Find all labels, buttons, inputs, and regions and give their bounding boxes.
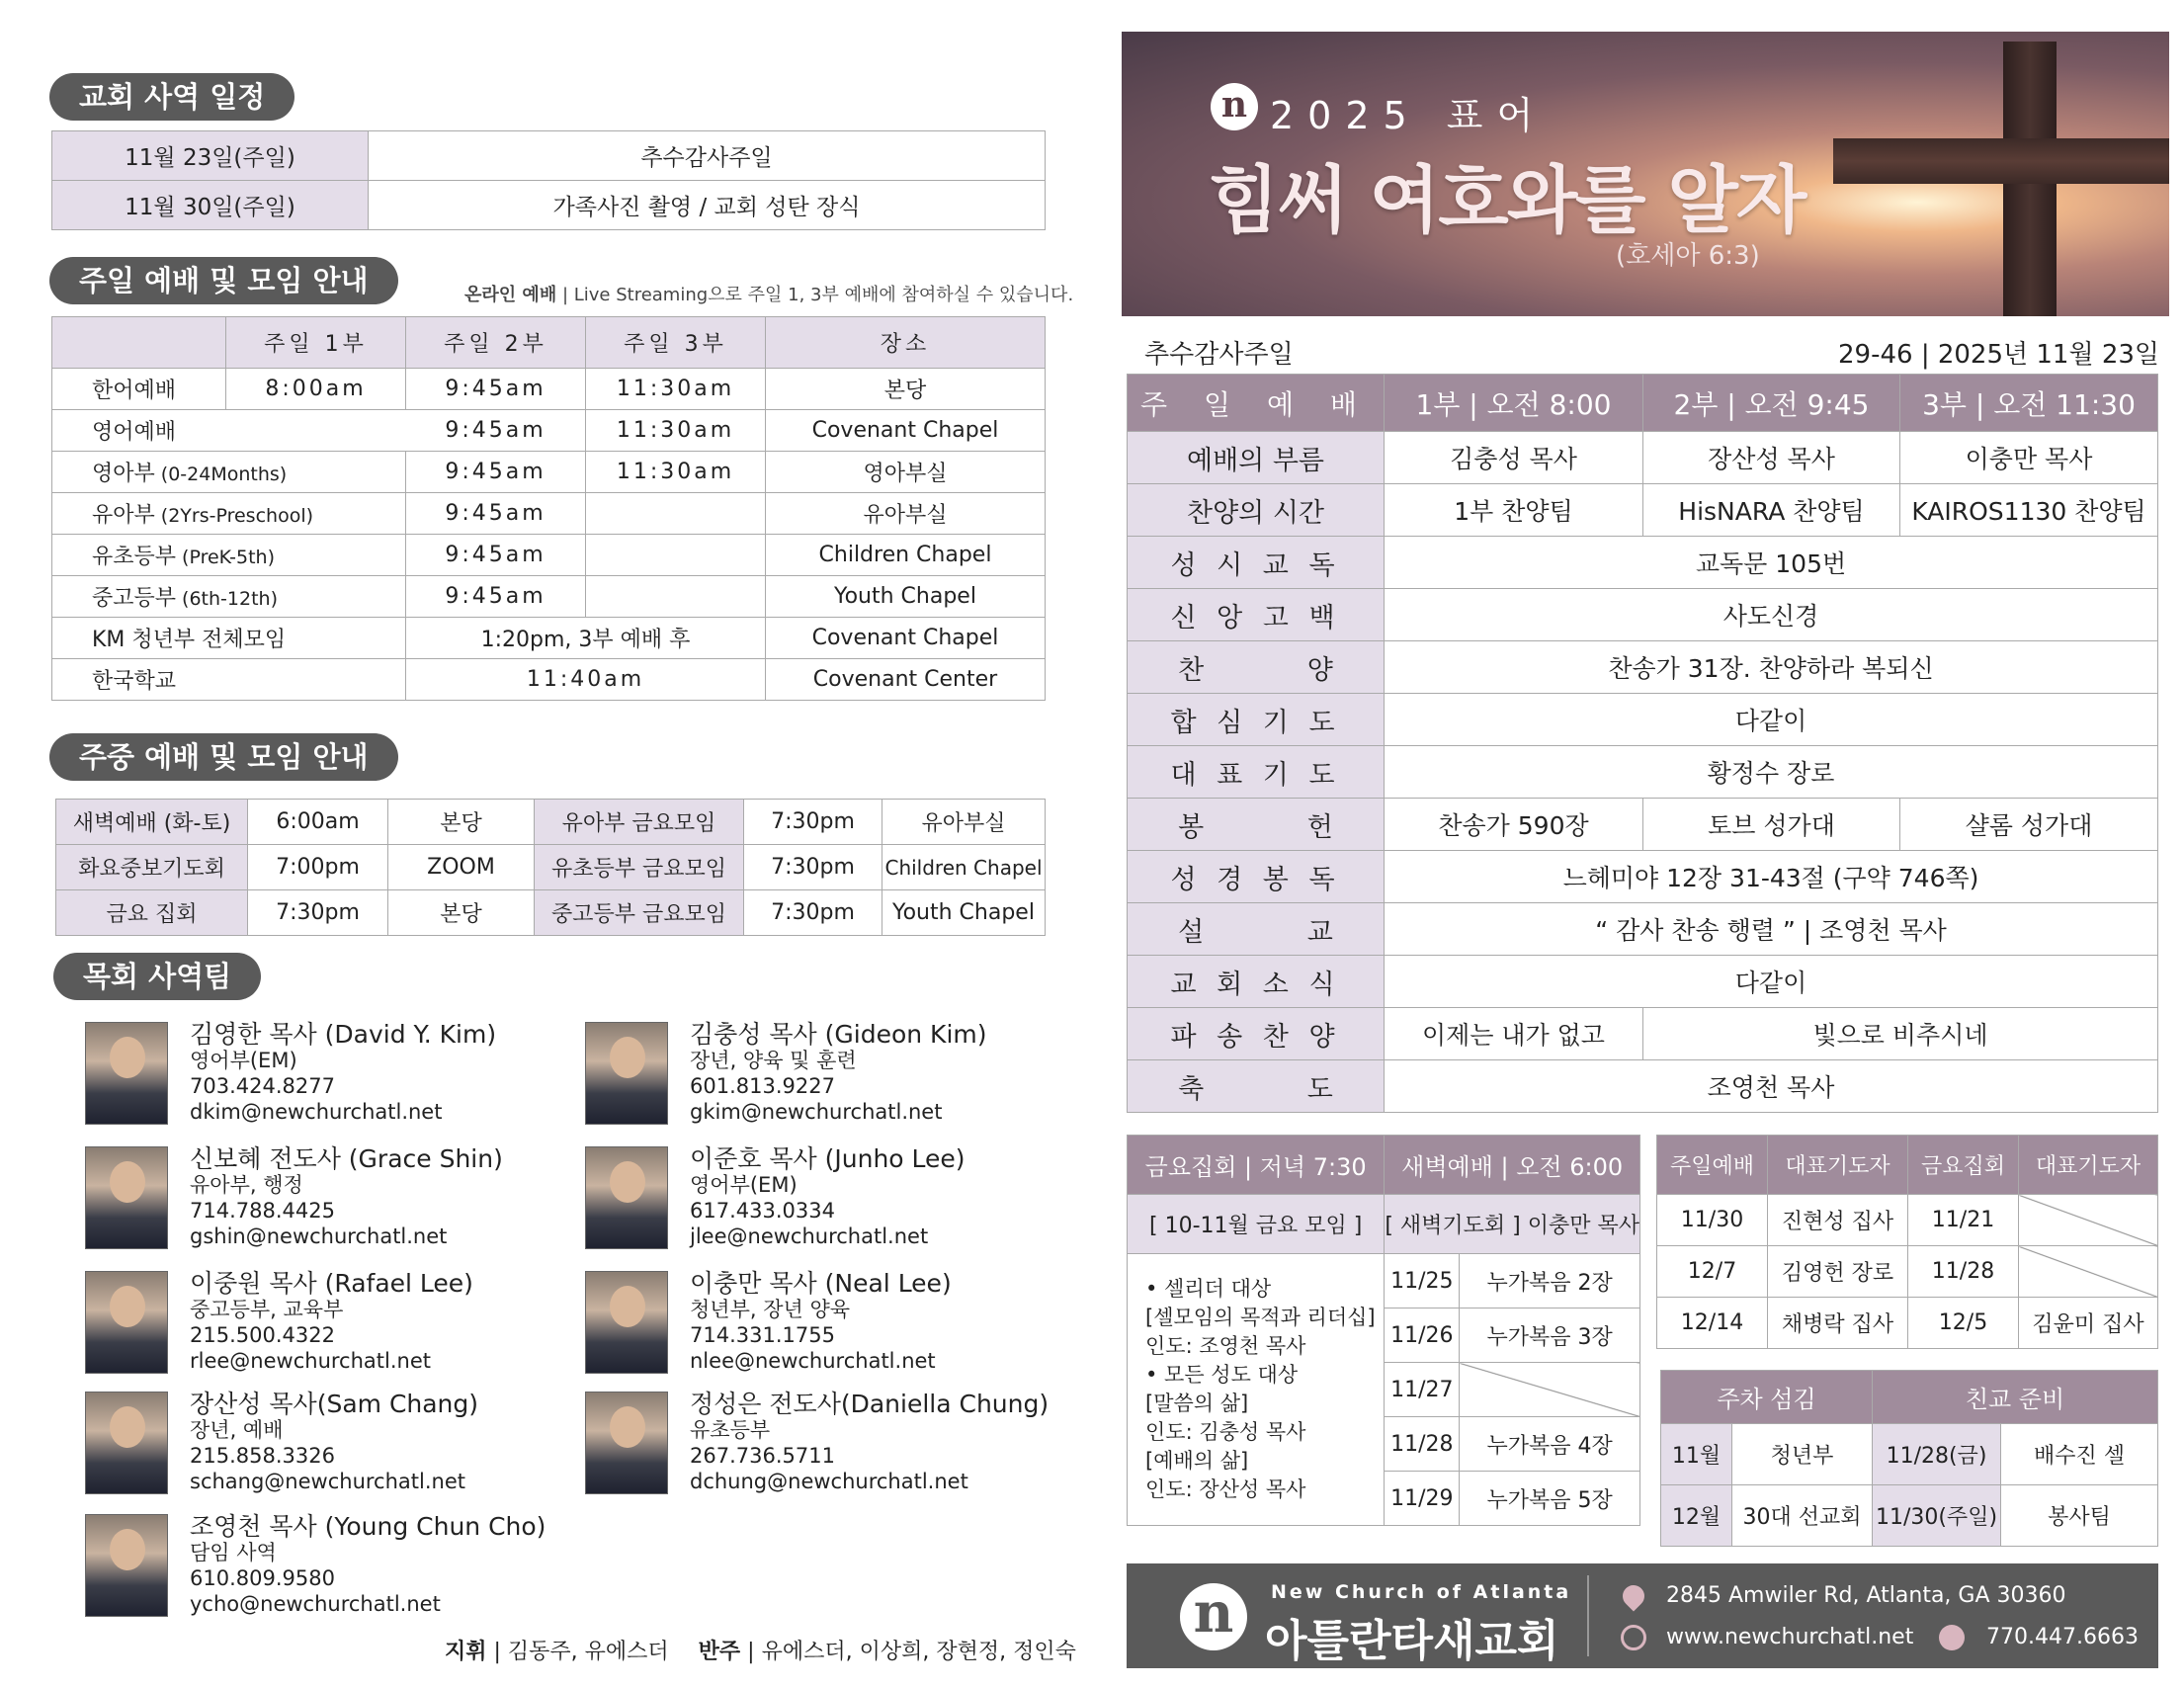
logo-icon: n [1211, 83, 1258, 130]
staff-photo [85, 1022, 168, 1125]
footer-divider [1587, 1575, 1589, 1656]
service-date: 29-46 | 2025년 11월 23일 [1838, 340, 2160, 370]
staff-photo [85, 1392, 168, 1494]
staff-photo [85, 1271, 168, 1374]
church-phone: 770.447.6663 [1986, 1625, 2139, 1649]
order-table: 주 일 예 배 1부 | 오전 8:00 2부 | 오전 9:45 3부 | 오전 11:30 예배의 부름 김충성 목사 장산성 목사 이충만 목사 찬양의 시간 1부 찬양팀 HisNARA 찬양팀 KAIROS1130 찬양팀 성 시 교 독 교독문 105번 신 앙 고 백 사도신경 찬 양 찬송가 31장. 찬양하라 복되신 합 심 기 도 다같이 대 표 기 도 황정수 장로 봉 헌 찬송가 590장 토브 성가대 샬롬 성가대 성 경 봉 독 느헤미야 12장 31-43절 (구약 746쪽) 설 교 “ 감사 찬송 행렬 ” | 조영천 목사 교 회 소 식 다같이 파 송 찬 양 이제는 내가 없고 빛으로 비추시네 축 도 조영천 목사 [1127, 374, 2158, 1113]
weekday-table: 새벽예배 (화-토) 6:00am 본당 유아부 금요모임 7:30pm 유아부실 화요중보기도회 7:00pm ZOOM 유초등부 금요모임 7:30pm Children Chapel 금요 집회 7:30pm 본당 중고등부 금요모임 7:30pm Youth Chapel [55, 799, 1046, 936]
staff-email[interactable]: ycho@newchurchatl.net [190, 1592, 441, 1616]
staff-photo [585, 1022, 668, 1125]
staff-photo [585, 1392, 668, 1494]
globe-icon [1621, 1625, 1646, 1650]
row-name: 한어예배 [92, 379, 177, 403]
staff-email[interactable]: nlee@newchurchatl.net [690, 1349, 936, 1373]
staff-photo [85, 1514, 168, 1617]
staff-email[interactable]: rlee@newchurchatl.net [190, 1349, 431, 1373]
sunday-table: 주일 1부 주일 2부 주일 3부 장소 한어예배 8:00am 9:45am 11:30am 본당 영어예배 9:45am 11:30am Covenant Chapel 영아부 (0-24Months) 9:45am 11:30am 영아부실 유아부 (2Yrs-Preschool) 9:45am 유아부실 유초등부 (PreK-5th) 9:45am Children Chapel 중고등부 (6th-12th) 9:45am Youth Chapel KM 청년부 전체모임 1:20pm, 3부 예배 후 Covenant Chapel 한국학교 11:40am Covenant Center [51, 316, 1046, 701]
row-name: 중고등부 [92, 586, 177, 611]
staff-card: 김영한 목사 (David Y. Kim) 영어부(EM) 703.424.8277 dkim@newchurchatl.net [85, 1022, 559, 1131]
staff-email[interactable]: jlee@newchurchatl.net [690, 1224, 929, 1248]
event-date: 11월 23일(주일) [52, 131, 369, 181]
staff-card: 김충성 목사 (Gideon Kim) 장년, 양육 및 훈련 601.813.9227 gkim@newchurchatl.net [585, 1022, 1059, 1131]
cross-bar [1833, 138, 2169, 184]
credits: 지휘 | 김동주, 유에스더 반주 | 유에스더, 이상희, 장현정, 정인숙 [445, 1640, 1076, 1664]
row-name: 영어예배 [92, 420, 177, 445]
sunday-header: 주일 3부 [586, 317, 766, 369]
staff-email[interactable]: dkim@newchurchatl.net [190, 1100, 443, 1124]
row-name: 영아부 [92, 462, 155, 486]
staff-email[interactable]: dchung@newchurchatl.net [690, 1470, 968, 1493]
events-title: 교회 사역 일정 [49, 73, 294, 121]
staff-email[interactable]: schang@newchurchatl.net [190, 1470, 465, 1493]
events-table [51, 130, 1046, 230]
sunday-header: 장소 [766, 317, 1046, 369]
staff-card: 이준호 목사 (Junho Lee) 영어부(EM) 617.433.0334 jlee@newchurchatl.net [585, 1146, 1059, 1255]
staff-card: 정성은 전도사(Daniella Chung) 유초등부 267.736.5711 dchung@newchurchatl.net [585, 1392, 1059, 1500]
row-name: KM 청년부 전체모임 [52, 618, 406, 659]
staff-email[interactable]: gshin@newchurchatl.net [190, 1224, 448, 1248]
sunday-header: 주일 1부 [226, 317, 406, 369]
location-icon [1618, 1580, 1648, 1611]
staff-photo [85, 1146, 168, 1249]
service-name: 추수감사주일 [1144, 340, 1294, 370]
weekday-title: 주중 예배 및 모임 안내 [49, 733, 398, 781]
event-desc: 가족사진 촬영 / 교회 성탄 장식 [369, 181, 1046, 230]
parking-table: 주차 섬김 친교 준비 11월 청년부 11/28(금) 배수진 셀 12월 30대 선교회 11/30(주일) 봉사팀 [1660, 1370, 2158, 1547]
church-footer [1127, 1563, 2158, 1668]
staff-card: 조영천 목사 (Young Chun Cho) 담임 사역 610.809.9580 ycho@newchurchatl.net [85, 1514, 559, 1623]
church-name-en: New Church of Atlanta [1271, 1581, 1572, 1603]
row-name: 유아부 [92, 503, 155, 528]
online-label: 온라인 예배 [464, 285, 557, 305]
staff-photo [585, 1146, 668, 1249]
online-text: | Live Streaming으로 주일 1, 3부 예배에 참여하실 수 있습니다. [556, 285, 1074, 305]
banner-motto: 힘써 여호와를 알자 [1209, 158, 1806, 243]
sunday-header: 주일 2부 [406, 317, 586, 369]
church-address: 2845 Amwiler Rd, Atlanta, GA 30360 [1666, 1583, 2066, 1608]
event-date: 11월 30일(주일) [52, 181, 369, 230]
staff-card: 이중원 목사 (Rafael Lee) 중고등부, 교육부 215.500.4322 rlee@newchurchatl.net [85, 1271, 559, 1380]
event-desc: 추수감사주일 [369, 131, 1046, 181]
staff-card: 장산성 목사(Sam Chang) 장년, 예배 215.858.3326 schang@newchurchatl.net [85, 1392, 559, 1500]
staff-photo [585, 1271, 668, 1374]
church-website[interactable]: www.newchurchatl.net [1666, 1625, 1914, 1649]
staff-title: 목회 사역팀 [53, 953, 261, 1000]
motto-banner [1122, 32, 2169, 316]
church-logo-icon: n [1180, 1583, 1247, 1650]
online-notice [464, 281, 1073, 306]
church-name-ko: 아틀란타새교회 [1265, 1616, 1559, 1666]
phone-icon [1939, 1625, 1965, 1650]
banner-verse: (호세아 6:3) [1616, 241, 1760, 271]
row-name: 유초등부 [92, 545, 177, 569]
friday-table: 금요집회 | 저녁 7:30 새벽예배 | 오전 6:00 [ 10-11월 금요 모임 ] [ 새벽기도회 ] 이충만 목사 • 셀리더 대상 [셀모임의 목적과 리더십] 인도: 조영천 목사 • 모든 성도 대상 [말씀의 삶] 인도: 김충성 목사 [예배의 삶] 인도: 장산성 목사 11/25 누가복음 2장 11/26 누가복음 3장 11/27 11/28 누가복음 4장 11/29 누가복음 5장 [1127, 1135, 1640, 1526]
sunday-title: 주일 예배 및 모임 안내 [49, 257, 398, 304]
row-name: 한국학교 [52, 659, 406, 701]
staff-email[interactable]: gkim@newchurchatl.net [690, 1100, 943, 1124]
staff-card: 신보혜 전도사 (Grace Shin) 유아부, 행정 714.788.4425 gshin@newchurchatl.net [85, 1146, 559, 1255]
prayer-table: 주일예배 대표기도자 금요집회 대표기도자 11/30 진현성 집사 11/21 12/7 김영헌 장로 11/28 12/14 채병락 집사 12/5 김윤미 집사 [1656, 1135, 2158, 1349]
staff-card: 이충만 목사 (Neal Lee) 청년부, 장년 양육 714.331.1755 nlee@newchurchatl.net [585, 1271, 1059, 1380]
banner-year: 2025 표어 [1270, 94, 1548, 137]
